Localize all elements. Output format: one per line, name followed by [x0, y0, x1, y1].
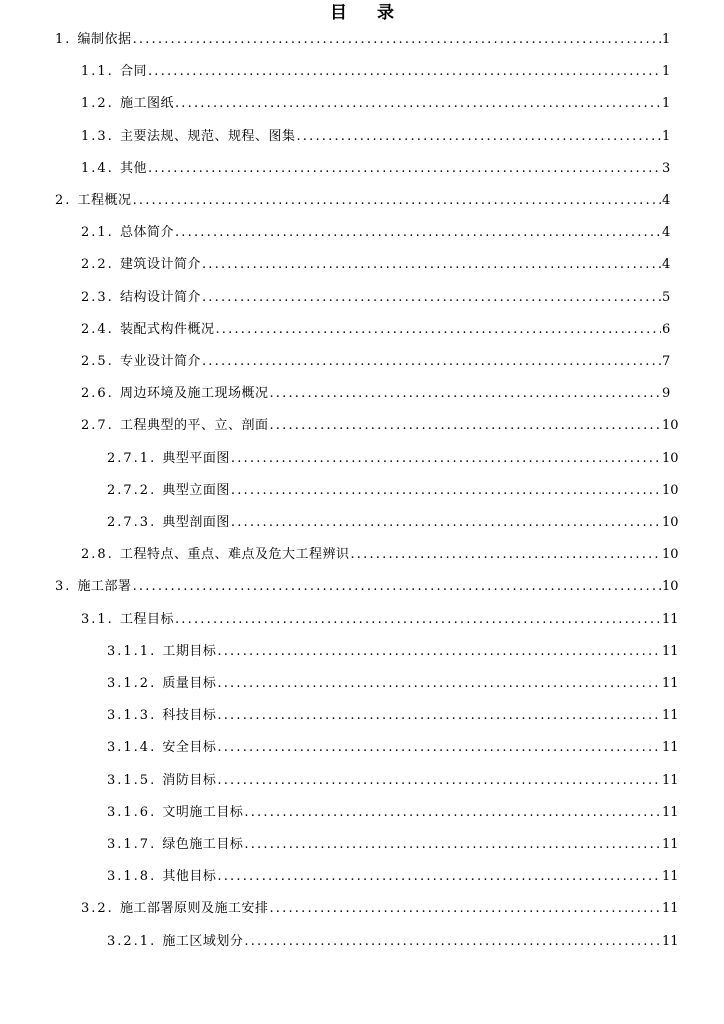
toc-entry-title: 典型剖面图	[162, 515, 230, 530]
toc-entry-title: 施工区域划分	[162, 933, 244, 949]
toc-entry-number: 2.3.	[81, 289, 114, 305]
toc-entry-number: 2.7.2.	[107, 482, 157, 498]
toc-entry[interactable]	[0, 189, 724, 209]
toc-entry-title: 工程典型的平、立、剖面	[119, 418, 269, 434]
toc-entry-page-number: 10	[662, 450, 679, 466]
toc-entry-title: 科技目标	[162, 708, 217, 724]
toc-dot-leader	[350, 547, 661, 563]
toc-dot-leader	[217, 869, 661, 885]
toc-entry-number: 3.1.3.	[107, 708, 157, 724]
toc-dot-leader	[269, 418, 661, 434]
toc-dot-leader	[148, 161, 661, 177]
toc-entry-title: 工程概况	[77, 193, 132, 208]
toc-entry[interactable]	[0, 543, 724, 563]
toc-entry-title: 建筑设计简介	[119, 257, 201, 273]
toc-entry-number: 3.1.5.	[107, 772, 157, 788]
toc-entry[interactable]	[0, 575, 724, 595]
toc-entry-number: 2.7.3.	[107, 515, 157, 530]
toc-entry-page-number: 11	[662, 804, 679, 820]
toc-entry-title: 其他	[119, 160, 147, 176]
toc-entry-title: 周边环境及施工现场概况	[119, 386, 269, 402]
toc-entry-number: 1.2.	[81, 96, 114, 112]
toc-entry-page-number: 10	[662, 579, 679, 595]
toc-entry-title: 典型平面图	[162, 450, 230, 466]
toc-entry-number: 1.4.	[81, 160, 114, 176]
toc-dot-leader	[269, 386, 661, 402]
toc-entry-title: 编制依据	[77, 32, 132, 47]
toc-dot-leader	[269, 901, 661, 917]
toc-entry-number: 3.	[55, 579, 72, 595]
toc-dot-leader	[231, 483, 661, 499]
toc-entry[interactable]	[0, 92, 724, 112]
toc-entry-page-number: 11	[662, 676, 679, 691]
toc-entry[interactable]	[0, 704, 724, 724]
toc-entry-title: 结构设计简介	[119, 289, 201, 305]
toc-dot-leader	[217, 644, 661, 660]
toc-dot-leader	[175, 96, 661, 112]
toc-entry-number: 2.2.	[81, 257, 114, 273]
toc-entry-title: 绿色施工目标	[162, 837, 244, 852]
toc-entry-page-number: 1	[662, 128, 671, 144]
toc-entry-title: 工程特点、重点、难点及危大工程辨识	[119, 547, 350, 563]
toc-dot-leader	[215, 322, 661, 338]
toc-entry-title: 施工部署原则及施工安排	[119, 901, 269, 917]
toc-entry-number: 1.1.	[81, 64, 114, 80]
toc-entry[interactable]	[0, 865, 724, 885]
toc-dot-leader	[217, 773, 661, 789]
toc-dot-leader	[175, 225, 661, 241]
toc-entry-number: 3.1.1.	[107, 643, 157, 659]
toc-entry[interactable]	[0, 801, 724, 821]
toc-entry[interactable]	[0, 640, 724, 660]
toc-entry-page-number: 4	[662, 257, 671, 273]
toc-entry-title: 质量目标	[162, 676, 217, 691]
toc-entry[interactable]	[0, 125, 724, 145]
toc-entry[interactable]	[0, 736, 724, 756]
toc-entry[interactable]	[0, 60, 724, 80]
toc-entry-title: 主要法规、规范、规程、图集	[119, 128, 296, 144]
toc-entry-page-number: 10	[662, 418, 679, 434]
toc-dot-leader	[133, 193, 661, 209]
toc-dot-leader	[133, 32, 661, 48]
toc-dot-leader	[244, 805, 661, 821]
toc-dot-leader	[202, 257, 661, 273]
toc-entry-number: 3.1.	[81, 611, 114, 627]
toc-entry-number: 3.1.8.	[107, 869, 157, 885]
toc-dot-leader	[148, 64, 661, 80]
toc-entry[interactable]	[0, 833, 724, 853]
toc-entry-number: 2.1.	[81, 225, 114, 241]
toc-entry-number: 1.	[55, 32, 72, 47]
toc-entry[interactable]	[0, 221, 724, 241]
toc-entry[interactable]	[0, 447, 724, 467]
toc-entry-page-number: 4	[662, 193, 671, 208]
toc-entry-title: 文明施工目标	[162, 804, 244, 820]
toc-entry-page-number: 11	[662, 708, 679, 724]
toc-entry-page-number: 3	[662, 160, 671, 176]
toc-entry-page-number: 11	[662, 740, 679, 756]
toc-entry[interactable]	[0, 382, 724, 402]
toc-dot-leader	[244, 837, 661, 853]
toc-entry-number: 3.1.4.	[107, 740, 157, 756]
toc-entry-page-number: 11	[662, 933, 679, 949]
toc-entry-number: 2.8.	[81, 547, 114, 563]
toc-entry-title: 施工部署	[77, 579, 132, 595]
toc-entry-page-number: 1	[662, 32, 671, 47]
toc-entry-page-number: 10	[662, 515, 679, 530]
toc-dot-leader	[202, 290, 661, 306]
toc-dot-leader	[231, 515, 661, 531]
toc-entry-page-number: 11	[662, 611, 679, 627]
toc-entry[interactable]	[0, 414, 724, 434]
toc-dot-leader	[296, 129, 661, 145]
toc-entry-title: 总体简介	[119, 225, 174, 241]
toc-entry[interactable]	[0, 672, 724, 692]
toc-dot-leader	[202, 354, 661, 370]
toc-entry-number: 1.3.	[81, 128, 114, 144]
toc-entry[interactable]	[0, 930, 724, 950]
toc-entry-page-number: 1	[662, 64, 671, 80]
toc-entry[interactable]	[0, 897, 724, 917]
toc-entry[interactable]	[0, 28, 724, 48]
toc-entry-title: 施工图纸	[119, 96, 174, 112]
toc-entry-title: 工程目标	[119, 611, 174, 627]
toc-entry-page-number: 11	[662, 643, 679, 659]
toc-entry-number: 3.1.7.	[107, 837, 157, 852]
toc-entry-number: 2.5.	[81, 354, 114, 369]
toc-entry-title: 工期目标	[162, 643, 217, 659]
page-title: 目 录	[330, 3, 406, 23]
toc-entry-title: 装配式构件概况	[119, 321, 215, 337]
toc-entry-title: 专业设计简介	[119, 354, 201, 369]
toc-entry-number: 3.2.1.	[107, 933, 157, 949]
toc-entry-page-number: 4	[662, 225, 671, 241]
toc-dot-leader	[217, 676, 661, 692]
toc-entry[interactable]	[0, 286, 724, 306]
toc-entry-page-number: 1	[662, 96, 671, 112]
toc-entry-number: 2.4.	[81, 321, 114, 337]
toc-entry-page-number: 9	[662, 386, 671, 402]
toc-entry[interactable]	[0, 350, 724, 370]
toc-dot-leader	[231, 451, 661, 467]
toc-entry-title: 合同	[119, 64, 147, 80]
toc-entry[interactable]	[0, 608, 724, 628]
toc-entry-number: 2.7.	[81, 418, 114, 434]
toc-entry-page-number: 6	[662, 321, 671, 337]
toc-dot-leader	[217, 740, 661, 756]
toc-entry-number: 3.2.	[81, 901, 114, 917]
toc-entry-page-number: 11	[662, 869, 679, 885]
toc-entry[interactable]	[0, 769, 724, 789]
toc-entry-page-number: 7	[662, 354, 671, 369]
toc-entry-page-number: 11	[662, 837, 679, 852]
toc-entry[interactable]	[0, 253, 724, 273]
toc-entry-title: 安全目标	[162, 740, 217, 756]
toc-entry-number: 2.7.1.	[107, 450, 157, 466]
toc-entry-number: 2.	[55, 193, 72, 208]
toc-dot-leader	[244, 934, 661, 950]
toc-entry-title: 消防目标	[162, 772, 217, 788]
toc-dot-leader	[175, 612, 661, 628]
toc-entry-number: 3.1.6.	[107, 804, 157, 820]
toc-entry[interactable]	[0, 511, 724, 531]
toc-entry-number: 3.1.2.	[107, 676, 157, 691]
toc-entry[interactable]	[0, 318, 724, 338]
toc-entry-page-number: 10	[662, 482, 679, 498]
toc-entry-page-number: 10	[662, 547, 679, 563]
toc-entry-number: 2.6.	[81, 386, 114, 402]
toc-entry-page-number: 11	[662, 901, 679, 917]
toc-entry-page-number: 11	[662, 772, 679, 788]
toc-entry[interactable]	[0, 157, 724, 177]
toc-dot-leader	[133, 579, 661, 595]
toc-dot-leader	[217, 708, 661, 724]
toc-entry[interactable]	[0, 479, 724, 499]
toc-entry-title: 其他目标	[162, 869, 217, 885]
toc-entry-page-number: 5	[662, 289, 671, 305]
toc-entry-title: 典型立面图	[162, 482, 230, 498]
